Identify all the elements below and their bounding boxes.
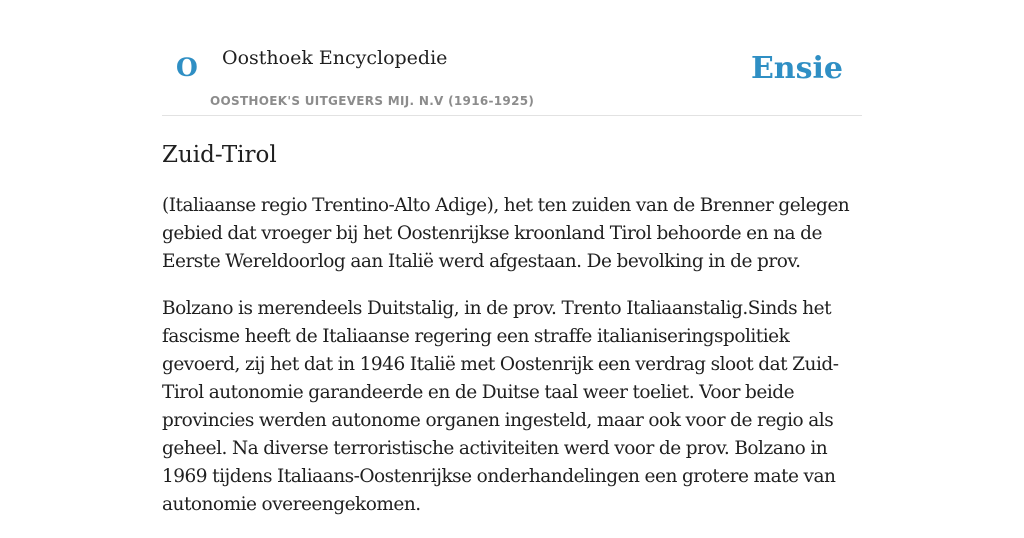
entry-title: Zuid-Tirol (162, 142, 277, 168)
entry-paragraph-1: (Italiaanse regio Trentino-Alto Adige), het ten zuiden van de Brenner gelegen gebied dat vroeger bij het Oostenrijkse kroonland Tirol behoorde en na de Eerste Wereldoorlog aan Italië werd afgestaan. De bevolking in de prov. (162, 195, 850, 272)
brand-logo-link[interactable]: Ensie (750, 51, 843, 86)
source-subtitle: OOSTHOEK'S UITGEVERS MIJ. N.V (1916-1925) (210, 94, 535, 108)
entry-card (162, 0, 862, 515)
entry-body (162, 192, 862, 538)
source-header (162, 0, 862, 116)
source-title-link[interactable]: Oosthoek Encyclopedie (222, 47, 448, 69)
source-logo: O (176, 53, 198, 82)
entry-paragraph-2: Bolzano is merendeels Duitstalig, in de prov. Trento Italiaanstalig.Sinds het fascisme heeft de Italiaanse regering een straffe italianiseringspolitiek gevoerd, zij het dat in 1946 Italië met Oostenrijk een verdrag sloot dat Zuid-Tirol autonomie garandeerde en de Duitse taal weer toeliet. Voor beide provincies werden autonome organen ingesteld, maar ook voor de regio als geheel. Na diverse terroristische activiteiten werd voor de prov. Bolzano in 1969 tijdens Italiaans-Oostenrijkse onderhandelingen een grotere mate van autonomie overeengekomen. (162, 298, 839, 515)
